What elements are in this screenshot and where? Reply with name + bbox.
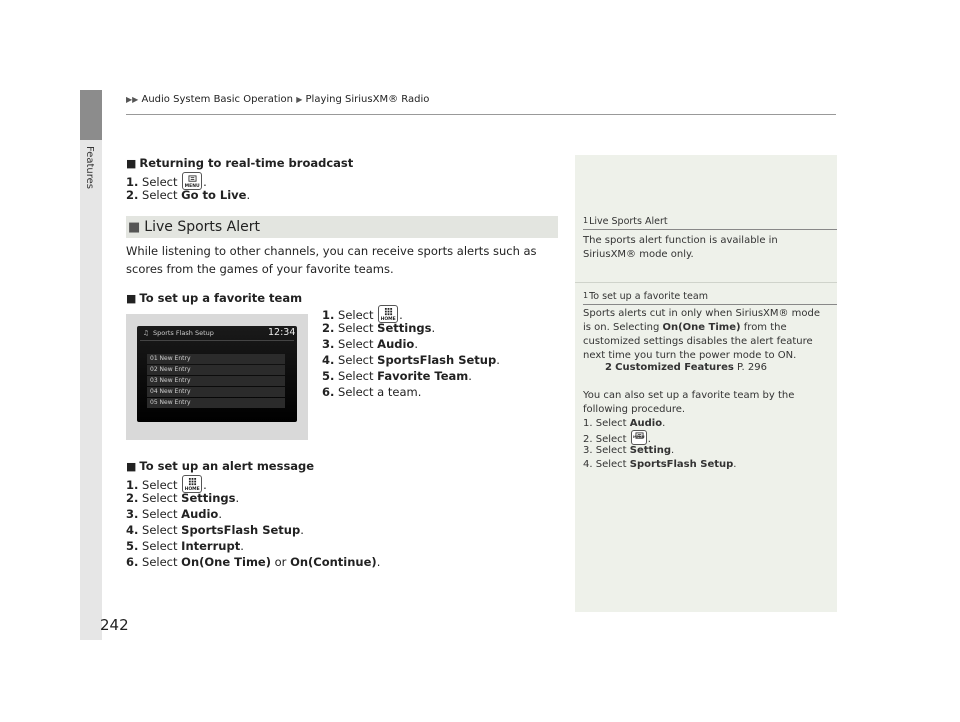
section-tab-label: Features [84,146,95,189]
note-rule [583,304,837,305]
body-paragraph: While listening to other channels, you can receive sports alerts such as scores from the games of your favorite teams. [126,244,537,276]
section-heading: ■ Live Sports Alert [126,216,558,238]
list-item[interactable]: 03 New Entry [147,376,285,386]
music-note-icon: ♫ [143,329,149,337]
screen-clock: 12:34 [268,327,296,338]
home-button-icon: HOME [378,305,398,323]
step: 5. Select Favorite Team. [322,369,472,383]
square-bullet-icon: ■ [128,219,141,235]
note-text: You can also set up a favorite team by the following procedure. [583,390,795,415]
page-number: 242 [100,616,129,634]
square-bullet-icon: ■ [126,460,137,473]
menu-button-icon: MENU [631,430,647,445]
section-tab-strip [80,140,102,640]
screen-title: ♫ Sports Flash Setup [143,329,214,337]
step: 2. Select Settings. [322,321,436,335]
step: 3. Select Audio. [126,507,222,521]
breadcrumb [126,94,429,105]
note-text: The sports alert function is available in SiriusXM® mode only. [583,235,778,260]
header-rule [126,114,836,115]
breadcrumb-item: Playing SiriusXM® Radio [305,94,430,105]
step: 4. Select SportsFlash Setup. [126,523,304,537]
note-divider [575,282,837,283]
note-title: 1Live Sports Alert [583,216,668,227]
note-number: 1 [583,291,589,300]
square-bullet-icon: ■ [126,292,137,305]
note-step: 1. Select Audio. [583,418,666,429]
step: 1. Select MENU . [126,172,207,190]
menu-button-icon: MENU [182,172,202,190]
home-button-icon: HOME [182,475,202,493]
note-step: 3. Select Setting. [583,445,675,456]
step: 5. Select Interrupt. [126,539,244,553]
note-rule [583,229,837,230]
breadcrumb-arrow-icon: ▶▶ [126,95,139,104]
square-bullet-icon: ■ [126,157,137,170]
subheading: ■ To set up a favorite team [126,291,303,305]
list-item[interactable]: 05 New Entry [147,398,285,408]
step: 3. Select Audio. [322,337,418,351]
note-text: Sports alerts cut in only when SiriusXM® mode is on. Selecting On(One Time) from the customized settings disables the alert feature next time you turn the power mode to ON. [583,308,821,361]
list-item[interactable]: 02 New Entry [147,365,285,375]
step: 4. Select SportsFlash Setup. [322,353,500,367]
breadcrumb-arrow-icon: ▶ [296,95,303,104]
step: 1. Select HOME . [322,305,403,323]
step: 6. Select a team. [322,385,422,399]
list-item[interactable]: 04 New Entry [147,387,285,397]
note-number: 1 [583,216,589,225]
note-title: 1To set up a favorite team [583,291,708,302]
screen-divider [140,340,294,341]
subheading: ■ Returning to real-time broadcast [126,156,354,170]
section-tab-marker [80,90,102,140]
breadcrumb-item: Audio System Basic Operation [141,94,293,105]
list-item[interactable]: 01 New Entry [147,354,285,364]
step: 2. Select Settings. [126,491,240,505]
note-step: 4. Select SportsFlash Setup. [583,459,737,470]
subheading: ■ To set up an alert message [126,459,315,473]
step: 1. Select HOME . [126,475,207,493]
step: 6. Select On(One Time) or On(Continue). [126,555,381,569]
step: 2. Select Go to Live. [126,188,251,202]
reference-icon: 2 [605,362,612,373]
note-step: 2. Select MENU . [583,430,651,447]
cross-reference[interactable]: 2 Customized Features P. 296 [605,362,767,373]
